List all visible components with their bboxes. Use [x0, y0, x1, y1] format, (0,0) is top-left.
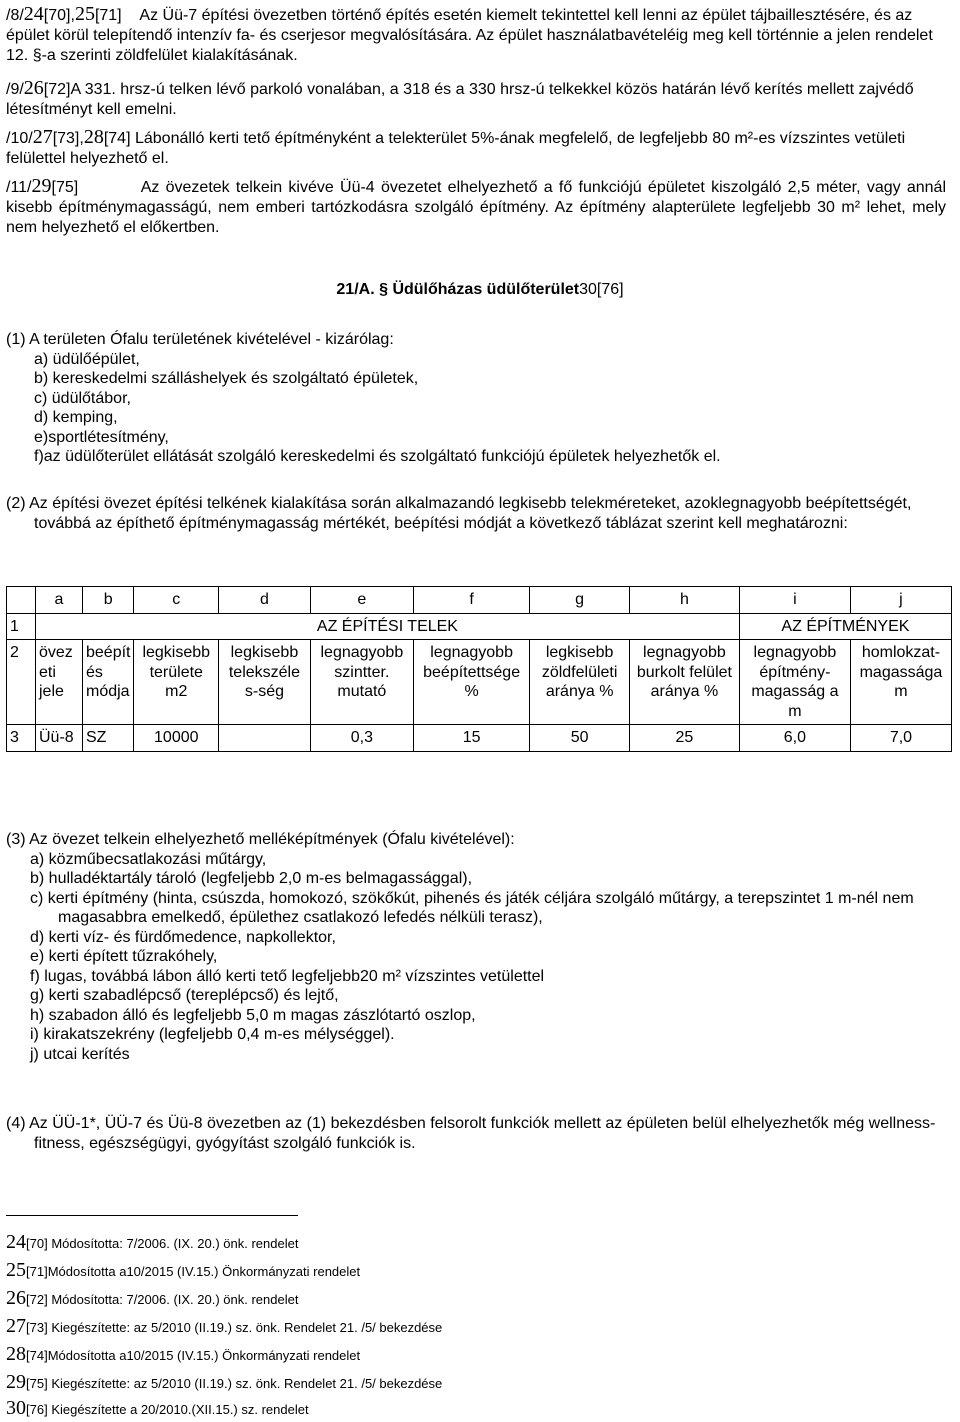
paragraph-1: [6, 330, 946, 467]
list-item: h) szabadon álló és legfeljebb 5,0 m magas zászlótartó oszlop,: [30, 1006, 476, 1024]
list-item: e)sportlétesítmény,: [34, 428, 169, 446]
footnote-divider: [6, 1215, 298, 1216]
footnote-ref[interactable]: [70],: [43, 7, 75, 24]
footnote-ref: [70]: [26, 1236, 48, 1251]
footnote: [6, 1342, 360, 1366]
column-header: homlokzat-magassága m: [850, 640, 951, 725]
footnote-number: 27: [6, 1315, 26, 1337]
paragraph-4: [6, 1114, 946, 1153]
footnote-ref-number[interactable]: 27: [32, 126, 53, 148]
list-item: b) kereskedelmi szálláshelyek és szolgáltató épületek,: [34, 370, 419, 388]
paragraph-10: [6, 125, 946, 169]
footnote: [6, 1370, 442, 1394]
column-header: övez eti jele: [36, 640, 83, 725]
column-header: legnagyobb építmény-magasság a m: [739, 640, 850, 725]
column-header: legkisebb zöldfelületi aránya %: [530, 640, 630, 725]
table-row: [7, 725, 952, 752]
footnote-ref-number[interactable]: 26: [23, 77, 44, 99]
table-row: [7, 640, 952, 725]
table-cell: 10000: [134, 725, 219, 752]
paragraph-text: Az Üü-7 építési övezetben történő építés esetén kiemelt tekintettel kell lenni az épület tájbaillesztésére, és az épület körül telepítendő intenzív fa- és cserjesor megvalósítására. Az épület használatbavételéig meg kell történnie a jelen rendelet 12. §-a szerinti zöldfelület kialakításának.: [6, 7, 933, 64]
footnote-ref-number[interactable]: 24: [23, 3, 44, 25]
column-letter: f: [413, 587, 529, 614]
list-item: f) lugas, továbbá lábon álló kerti tető legfeljebb20 m² vízszintes vetülettel: [30, 967, 545, 985]
table-row: [7, 587, 952, 614]
footnote-number: 26: [6, 1287, 26, 1309]
list-item: a) közműbecsatlakozási műtárgy,: [30, 850, 267, 868]
table-cell: SZ: [83, 725, 134, 752]
column-header: legnagyobb szintter. mutató: [310, 640, 413, 725]
paragraph-3: [6, 830, 946, 1064]
footnote-number: 30: [6, 1397, 26, 1419]
section-title: 21/A. § Üdülőházas üdülőterület: [336, 281, 580, 298]
column-letter: e: [310, 587, 413, 614]
footnote-ref: [72]: [26, 1292, 48, 1307]
column-header: beépít és módja: [83, 640, 134, 725]
list-item: c) üdülőtábor,: [34, 389, 131, 407]
footnote-ref[interactable]: [72]: [43, 81, 71, 98]
row-number: 3: [7, 725, 36, 752]
footnote-ref[interactable]: [74]: [103, 130, 131, 147]
footnote-ref[interactable]: [73],: [52, 130, 84, 147]
footnote-ref-number[interactable]: 29: [31, 175, 52, 197]
list-item: d) kerti víz- és fürdőmedence, napkollektor,: [30, 928, 336, 946]
table-cell: 0,3: [310, 725, 413, 752]
column-letter: g: [530, 587, 630, 614]
paragraph-2: [6, 494, 946, 533]
table-cell: 50: [530, 725, 630, 752]
list-item: e) kerti épített tűzrakóhely,: [30, 948, 218, 966]
table-cell: [219, 725, 311, 752]
column-letter: d: [219, 587, 311, 614]
footnote: [6, 1258, 360, 1282]
footnote: [6, 1286, 298, 1310]
row-number: 1: [7, 613, 36, 640]
footnote-number: 25: [6, 1259, 26, 1281]
paragraph-text: Lábonálló kerti tető építményként a telekterület 5%-ának megfelelő, de legfeljebb 80 m²-es vízszintes vetületi felülettel helyezhető el.: [6, 130, 906, 168]
column-letter: a: [36, 587, 83, 614]
table-cell: [7, 587, 36, 614]
footnote-ref: [74]: [26, 1348, 48, 1363]
footnote-ref[interactable]: [71]: [94, 7, 122, 24]
para-prefix: /10/: [6, 130, 33, 147]
column-letter: b: [83, 587, 134, 614]
table-cell: Üü-8: [36, 725, 83, 752]
table-cell: 15: [413, 725, 529, 752]
paragraph-11: [6, 174, 946, 237]
list-item: c) kerti építmény (hinta, csúszda, homokozó, szökőkút, pihenés és játék céljára szolgáló műtárgy, a terepszintet 1 m-nél nem magasabbra emelkedő, épülethez csatlakozó lefedés nélküli terasz),: [30, 889, 914, 927]
footnote-number: 24: [6, 1231, 26, 1253]
paragraph-text: (4) Az ÜÜ-1*, ÜÜ-7 és Üü-8 övezetben az (1) bekezdésben felsorolt funkciók mellett az épületen belül elhelyezhetők még wellness-fitness, egészségügyi, gyógyítást szolgáló funkciók is.: [6, 1115, 936, 1152]
column-header: legkisebb telekszéle s-ség: [219, 640, 311, 725]
table-cell: 6,0: [739, 725, 850, 752]
footnote-text: Kiegészítette a 20/2010.(XII.15.) sz. rendelet: [51, 1402, 309, 1417]
group-header-epitmeny: AZ ÉPÍTMÉNYEK: [739, 613, 951, 640]
footnote-text: Kiegészítette: az 5/2010 (II.19.) sz. önk. Rendelet 21. /5/ bekezdése: [51, 1320, 443, 1335]
footnote-ref: [76]: [26, 1402, 48, 1417]
column-header: legnagyobb burkolt felület aránya %: [629, 640, 739, 725]
paragraph-text: (2) Az építési övezet építési telkének kialakítása során alkalmazandó legkisebb telekméreteket, azoklegnagyobb beépítettségét, továbbá az építhető építménymagasság mértékét, beépítési módját a következő táblázat szerint kell meghatározni:: [6, 495, 912, 532]
column-header: legnagyobb beépítettsége %: [413, 640, 529, 725]
footnote-text: Kiegészítette: az 5/2010 (II.19.) sz. önk. Rendelet 21. /5/ bekezdése: [51, 1376, 443, 1391]
list-item: b) hulladéktartály tároló (legfeljebb 2,0 m-es belmagassággal),: [30, 870, 473, 888]
group-header-telek: AZ ÉPÍTÉSI TELEK: [36, 613, 740, 640]
para-prefix: /11/: [6, 179, 32, 196]
footnote-text: Módosította: 7/2006. (IX. 20.) önk. rendelet: [51, 1236, 299, 1251]
column-letter: h: [629, 587, 739, 614]
paragraph-text: A 331. hrsz-ú telken lévő parkoló vonalában, a 318 és a 330 hrsz-ú telkekkel közös határán lévő kerítés mellett zajvédő létesítményt kell emelni.: [6, 81, 914, 119]
footnote-ref: [73]: [26, 1320, 48, 1335]
list-item: d) kemping,: [34, 409, 118, 427]
column-letter: i: [739, 587, 850, 614]
column-header: legkisebb területe m2: [134, 640, 219, 725]
building-parameters-table: [6, 586, 952, 752]
footnote-text: Módosította: 7/2006. (IX. 20.) önk. rendelet: [51, 1292, 299, 1307]
list-item: i) kirakatszekrény (legfeljebb 0,4 m-es mélységgel).: [30, 1026, 395, 1044]
paragraph-8: [6, 2, 946, 65]
column-letter: j: [850, 587, 951, 614]
footnote-ref: [75]: [26, 1376, 48, 1391]
footnote-number: 29: [6, 1371, 26, 1393]
section-heading: [6, 280, 954, 300]
footnote-ref-number[interactable]: 25: [74, 3, 95, 25]
footnote-ref-number[interactable]: 28: [83, 126, 104, 148]
table-cell: 7,0: [850, 725, 951, 752]
table-row: [7, 613, 952, 640]
paragraph-9: [6, 76, 946, 120]
list-item: g) kerti szabadlépcső (tereplépcső) és lejtő,: [30, 987, 339, 1005]
footnote: [6, 1314, 442, 1338]
footnote-text: Módosította a10/2015 (IV.15.) Önkormányzati rendelet: [47, 1348, 361, 1363]
footnote-ref: [71]: [26, 1264, 48, 1279]
column-letter: c: [134, 587, 219, 614]
paragraph-text: Az övezetek telkein kivéve Üü-4 övezetet elhelyezhető a fő funkciójú épületet kiszolgáló 2,5 méter, vagy annál kisebb építménymagasságú, nem emberi tartózkodásra szolgáló építmény. Az építmény alapterülete legfeljebb 30 m² lehet, mely nem helyezhető el előkertben.: [6, 179, 947, 236]
list-item: a) üdülőépület,: [34, 350, 140, 368]
list-item: f)az üdülőterület ellátását szolgáló kereskedelmi és szolgáltató funkciójú épületek helyezhetők el.: [34, 448, 721, 466]
table-cell: 25: [629, 725, 739, 752]
para-prefix: /9/: [6, 81, 24, 98]
footnote-ref[interactable]: 30[76]: [579, 281, 624, 298]
footnote-ref[interactable]: [75]: [51, 179, 79, 196]
footnote: [6, 1396, 309, 1420]
paragraph-intro: (3) Az övezet telkein elhelyezhető melléképítmények (Ófalu kivételével):: [6, 831, 515, 848]
footnote-number: 28: [6, 1343, 26, 1365]
para-prefix: /8/: [6, 7, 24, 24]
row-number: 2: [7, 640, 36, 725]
list-item: j) utcai kerítés: [30, 1045, 130, 1063]
paragraph-intro: (1) A területen Ófalu területének kivételével - kizárólag:: [6, 331, 394, 348]
footnote-text: Módosította a10/2015 (IV.15.) Önkormányzati rendelet: [47, 1264, 361, 1279]
footnote: [6, 1230, 298, 1254]
